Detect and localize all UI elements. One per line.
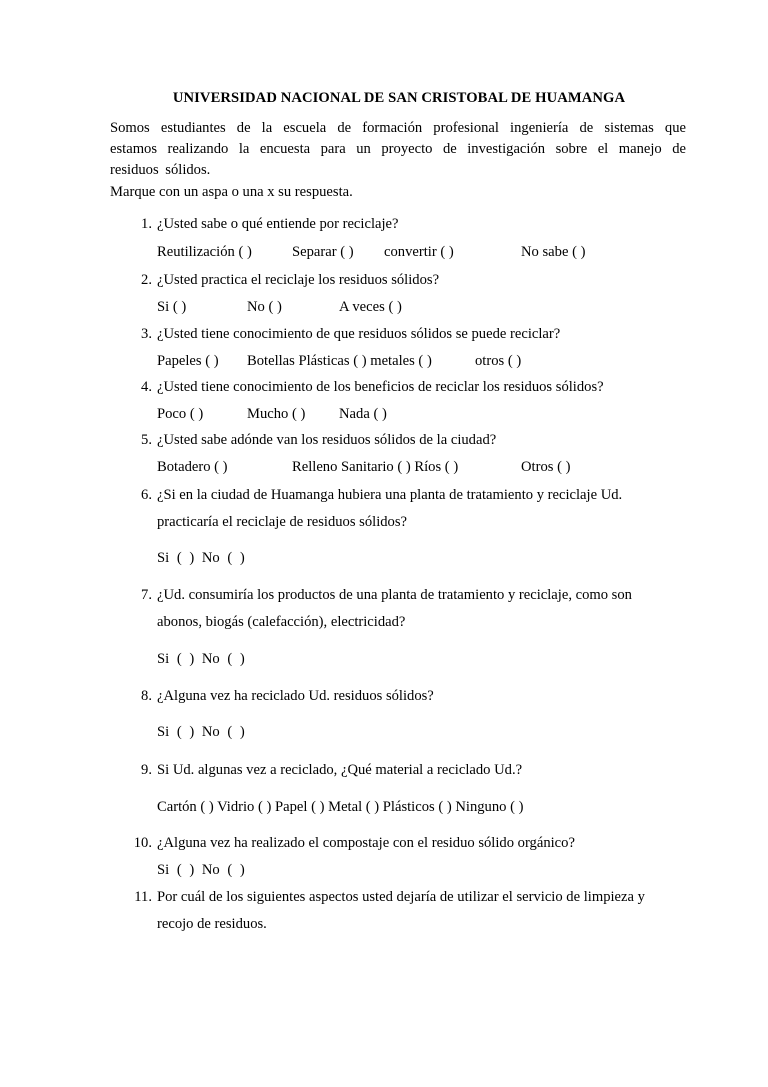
instruction-text: Marque con un aspa o una x su respuesta. — [110, 184, 353, 200]
option-si-no[interactable]: Si ( ) No ( ) — [157, 651, 245, 667]
document-title: UNIVERSIDAD NACIONAL DE SAN CRISTOBAL DE HUAMANGA — [172, 90, 626, 106]
question-text: Si Ud. algunas vez a reciclado, ¿Qué material a reciclado Ud.? — [157, 762, 523, 778]
question-text: ¿Usted tiene conocimiento de los beneficios de reciclar los residuos sólidos? — [157, 379, 604, 395]
question-number: 6. — [141, 487, 152, 503]
question-text: ¿Alguna vez ha reciclado Ud. residuos sólidos? — [157, 688, 434, 704]
question-number: 7. — [141, 587, 152, 603]
question-number: 4. — [141, 379, 152, 395]
option-si-no[interactable]: Si ( ) No ( ) — [157, 550, 245, 566]
option-si-no[interactable]: Si ( ) No ( ) — [157, 862, 245, 878]
option-materiales[interactable]: Cartón ( ) Vidrio ( ) Papel ( ) Metal ( ) Plásticos ( ) Ninguno ( ) — [157, 799, 524, 815]
question-number: 10. — [133, 835, 152, 851]
option-convertir[interactable]: convertir ( ) — [384, 244, 454, 260]
question-text-continued: recojo de residuos. — [157, 916, 267, 932]
question-text: ¿Usted practica el reciclaje los residuos sólidos? — [157, 272, 440, 288]
option-no-sabe[interactable]: No sabe ( ) — [521, 244, 586, 260]
option-otros[interactable]: Otros ( ) — [521, 459, 571, 475]
question-text-continued: abonos, biogás (calefacción), electricidad? — [157, 614, 406, 630]
option-reutilizacion[interactable]: Reutilización ( ) — [157, 244, 252, 260]
option-botellas-metales[interactable]: Botellas Plásticas ( ) metales ( ) — [247, 353, 432, 369]
question-number: 3. — [141, 326, 152, 342]
question-number: 1. — [141, 216, 152, 232]
option-papeles[interactable]: Papeles ( ) — [157, 353, 219, 369]
question-number: 9. — [141, 762, 152, 778]
option-si-no[interactable]: Si ( ) No ( ) — [157, 724, 245, 740]
question-text: ¿Usted sabe adónde van los residuos sólidos de la ciudad? — [157, 432, 497, 448]
option-otros[interactable]: otros ( ) — [475, 353, 522, 369]
question-number: 8. — [141, 688, 152, 704]
option-relleno-rios[interactable]: Relleno Sanitario ( ) Ríos ( ) — [292, 459, 459, 475]
question-number: 5. — [141, 432, 152, 448]
question-text-continued: practicaría el reciclaje de residuos sólidos? — [157, 514, 408, 530]
question-text: ¿Ud. consumiría los productos de una planta de tratamiento y reciclaje, como son — [157, 587, 632, 603]
question-text: ¿Usted sabe o qué entiende por reciclaje? — [157, 216, 399, 232]
option-nada[interactable]: Nada ( ) — [339, 406, 387, 422]
option-si[interactable]: Si ( ) — [157, 299, 187, 315]
question-text: ¿Si en la ciudad de Huamanga hubiera una planta de tratamiento y reciclaje Ud. — [157, 487, 623, 503]
option-botadero[interactable]: Botadero ( ) — [157, 459, 228, 475]
question-text: ¿Usted tiene conocimiento de que residuos sólidos se puede reciclar? — [157, 326, 561, 342]
option-separar[interactable]: Separar ( ) — [292, 244, 354, 260]
option-no[interactable]: No ( ) — [247, 299, 282, 315]
intro-paragraph: Somos estudiantes de la escuela de formación profesional ingeniería de sistemas que estamos realizando la encuesta para un proyecto de investigación sobre el manejo de residuos sólidos. — [110, 120, 686, 178]
option-a-veces[interactable]: A veces ( ) — [339, 299, 402, 315]
question-number: 11. — [134, 889, 152, 905]
question-text: Por cuál de los siguientes aspectos usted dejaría de utilizar el servicio de limpieza y — [157, 889, 645, 905]
question-number: 2. — [141, 272, 152, 288]
option-mucho[interactable]: Mucho ( ) — [247, 406, 306, 422]
question-text: ¿Alguna vez ha realizado el compostaje con el residuo sólido orgánico? — [157, 835, 575, 851]
option-poco[interactable]: Poco ( ) — [157, 406, 204, 422]
